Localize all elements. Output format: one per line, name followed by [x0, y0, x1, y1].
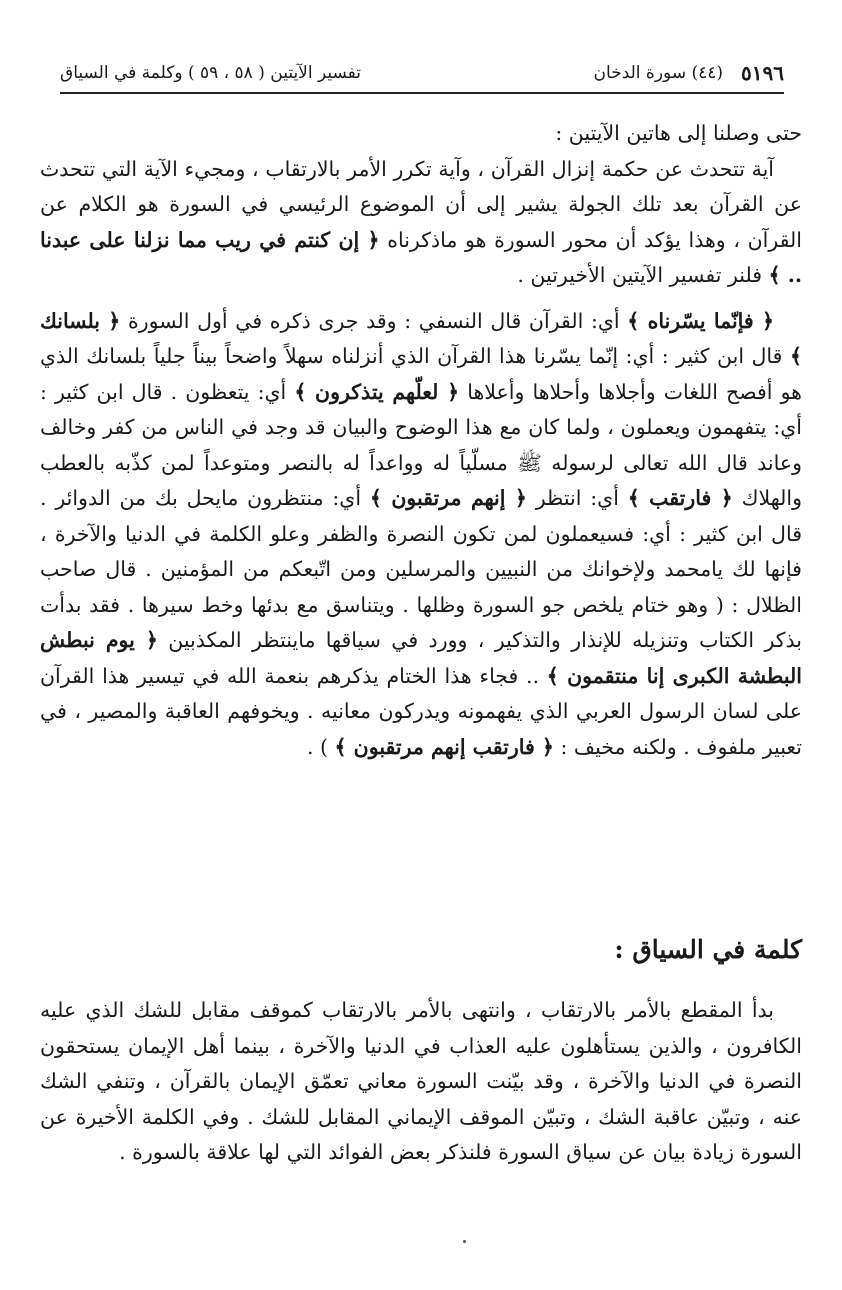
quran-quote: ﴿ لعلّهم يتذكرون ﴾ — [294, 379, 460, 404]
running-header — [60, 58, 784, 94]
quran-quote: ﴿ إن كنتم في ريب مما نزلنا على عبدنا .. ﴾ — [40, 227, 802, 287]
paragraph-1-tail: فلنر تفسير الآيتين الأخيرتين . — [517, 263, 769, 287]
paragraph-2 — [40, 304, 802, 766]
page-number: ٥١٩٦ — [741, 61, 784, 85]
quran-quote: ﴿ فارتقب ﴾ — [627, 486, 733, 510]
commentary-text: .. فجاء هذا الختام يذكرهم بنعمة الله في تيسير هذا القرآن على لسان الرسول العربي الذي يفهمونه ويدركون معانيه . ويخوفهم العاقبة والمصير ، في تعبير ملفوف . ولكنه مخيف : — [40, 663, 802, 759]
quran-quote: ﴿ فإنّما يسّرناه ﴾ — [627, 308, 775, 333]
intro-line: حتى وصلنا إلى هاتين الآيتين : — [555, 121, 802, 145]
surah-label: (٤٤) سورة الدخان — [593, 63, 724, 83]
commentary-text: أي: منتظرون مايحل بك من الدوائر . قال ابن كثير : أي: فسيعملون لمن تكون النصرة والظفر وعلو الكلمة في الدنيا والآخرة ، فإنها لك يامحمد ولإخوانك من النبيين والمرسلين ومن اتّبعكم من المؤمنين . قال صاحب الظلال : ( وهو ختام يلخص جو السورة وظلها . ويتناسق مع بدئها وخط سيرها . فقد بدأت بذكر الكتاب وتنزيله للإنذار والتذكير ، وورد في سياقها ماينتظر المكذبين — [40, 486, 802, 652]
header-section-title: تفسير الآيتين ( ٥٨ ، ٥٩ ) وكلمة في السياق — [60, 63, 362, 83]
paragraph-1 — [40, 152, 802, 294]
paragraph-1-text: آية تتحدث عن حكمة إنزال القرآن ، وآية تكرر الأمر بالارتقاب ، ومجيء الآية التي تتحدث عن القرآن بعد تلك الجولة يشير إلى أن الموضوع الرئيسي في السورة هو الكلام عن القرآن ، وهذا يؤكد أن محور السورة هو ماذكرناه — [40, 156, 802, 252]
context-body-text — [40, 993, 802, 1171]
header-right-group — [594, 58, 784, 88]
page-mark — [463, 1240, 466, 1243]
main-body-text — [40, 116, 802, 765]
section-heading: كلمة في السياق : — [614, 935, 802, 964]
paragraph-3: بدأ المقطع بالأمر بالارتقاب ، وانتهى بالأمر بالارتقاب كموقف مقابل للشك الذي عليه الكافرون ، والذين يستأهلون عليه العذاب في الدنيا والآخرة ، بينما أهل الإيمان يستحقون النصرة في الدنيا والآخرة ، وقد بيّنت السورة معاني تعمّق الإيمان بالقرآن ، وتنفي الشك عنه ، وتبيّن عاقبة الشك ، وتبيّن الموقف الإيماني المقابل للشك . وفي الكلمة الأخيرة عن السورة زيادة بيان عن سياق السورة فلنذكر بعض الفوائد التي لها علاقة بالسورة . — [40, 998, 802, 1164]
quran-quote: ﴿ بلسانك ﴾ — [40, 308, 802, 368]
commentary-text: أي: انتظر — [526, 486, 628, 510]
commentary-text: قال ابن كثير : أي: إنّما يسّرنا هذا القرآن الذي أنزلناه سهلاً واضحاً بيناً جلياً بلسانك الذي هو أفصح اللغات وأجلاها وأحلاها وأعلاها — [40, 344, 802, 404]
quran-quote: ﴿ يوم نبطش البطشة الكبرى إنا منتقمون ﴾ — [40, 628, 802, 688]
commentary-text: ) . — [306, 734, 335, 759]
quran-quote: ﴿ إنهم مرتقبون ﴾ — [369, 486, 527, 510]
quran-quote: ﴿ فارتقب إنهم مرتقبون ﴾ — [334, 734, 554, 759]
commentary-text: أي: يتعظون . قال ابن كثير : أي: يتفهمون ويعملون ، ولما كان مع هذا الوضوح والبيان قد وجد في الناس من كفر وخالف وعاند قال الله تعالى لرسوله ﷺ مسلّياً له وواعداً له بالنصر ومتوعداً لمن كذّبه بالعطب والهلاك — [40, 379, 802, 510]
commentary-text: أي: القرآن قال النسفي : وقد جرى ذكره في أول السورة — [120, 308, 628, 333]
